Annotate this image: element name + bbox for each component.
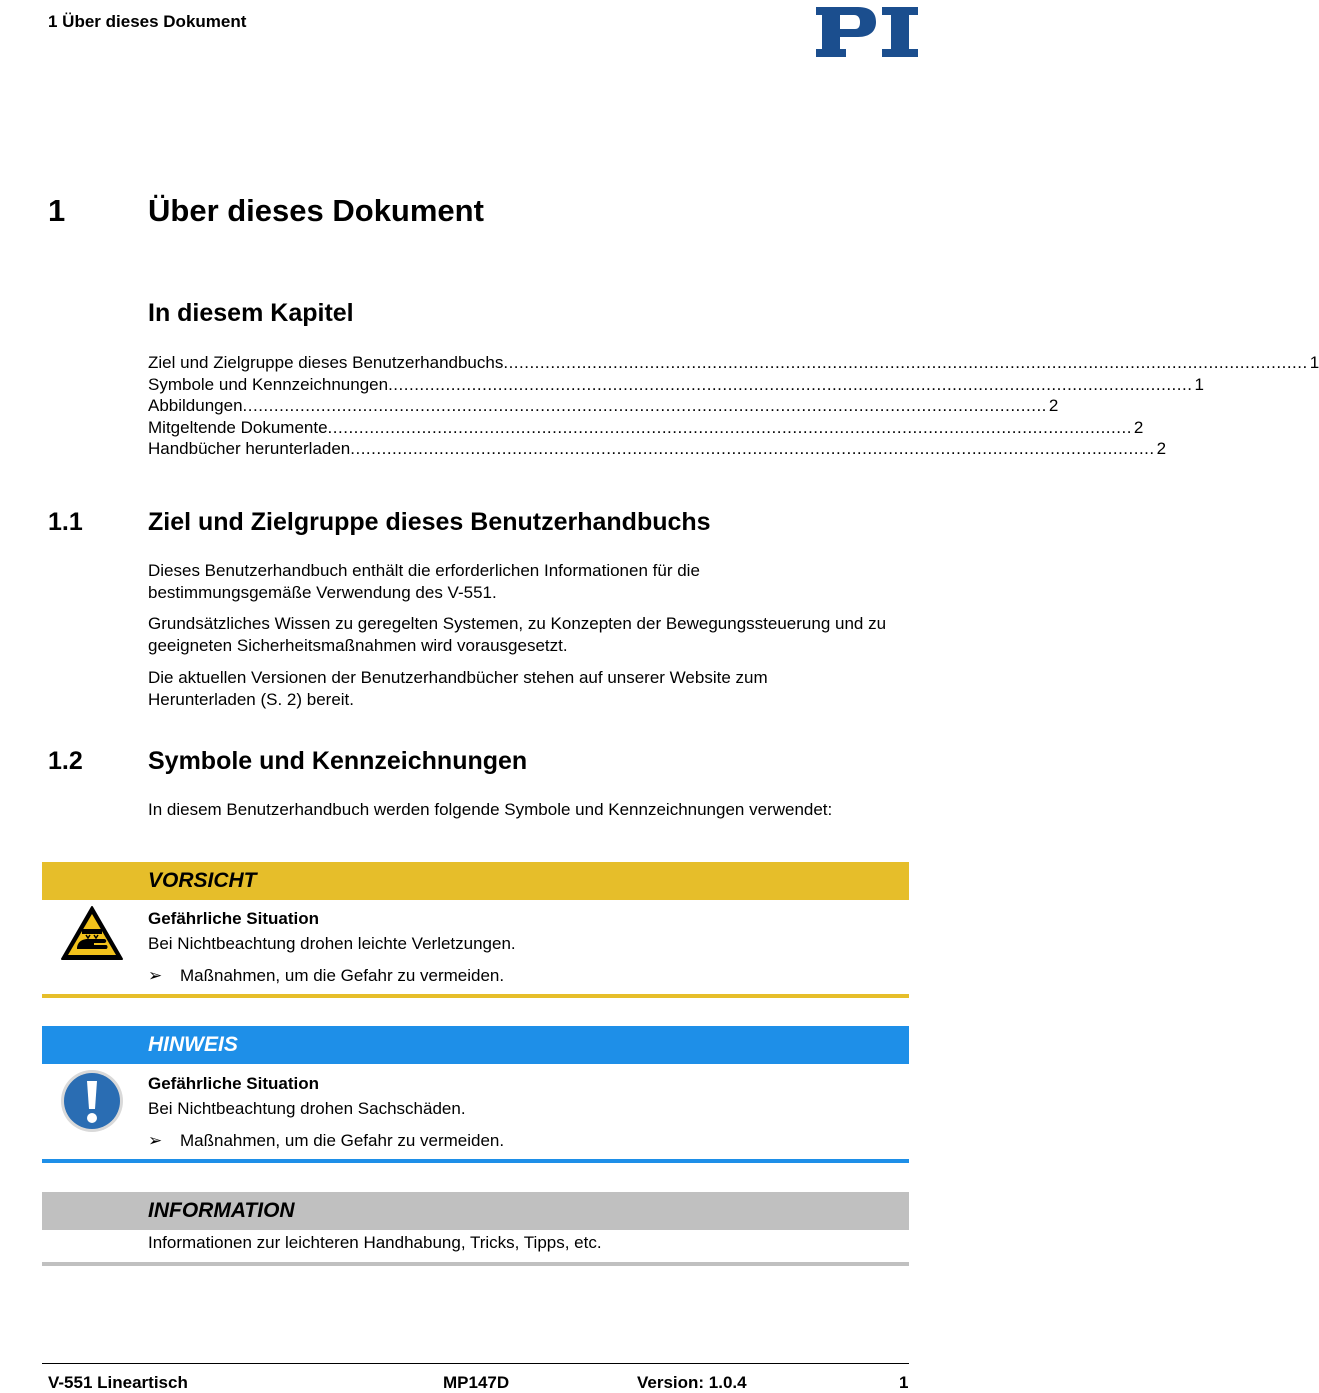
paragraph-line: Grundsätzliches Wissen zu geregelten Systemen, zu Konzepten der Bewegungssteuerung und zu bbox=[148, 614, 887, 633]
chapter-heading bbox=[48, 193, 748, 233]
information-label: INFORMATION bbox=[148, 1199, 295, 1222]
paragraph-line: geeigneten Sicherheitsmaßnahmen wird vorausgesetzt. bbox=[148, 636, 568, 655]
toc-entry-page: 1 bbox=[1309, 353, 1319, 372]
paragraph-line: bestimmungsgemäße Verwendung des V-551. bbox=[148, 583, 497, 602]
section-number: 1.1 bbox=[48, 508, 83, 536]
caution-measure bbox=[148, 966, 504, 986]
paragraph bbox=[148, 560, 918, 604]
footer-product: V-551 Lineartisch bbox=[48, 1373, 188, 1392]
paragraph bbox=[148, 667, 918, 711]
paragraph-line: Dieses Benutzerhandbuch enthält die erforderlichen Informationen für die bbox=[148, 561, 700, 580]
footer-rule bbox=[42, 1363, 909, 1364]
footer-doc-number: MP147D bbox=[443, 1373, 510, 1392]
toc-entry-page: 2 bbox=[1133, 417, 1144, 437]
toc-entry[interactable] bbox=[148, 438, 1167, 460]
caution-bottom-rule bbox=[42, 994, 909, 998]
caution-header-bar bbox=[42, 862, 909, 900]
section-number: 1.2 bbox=[48, 747, 83, 775]
toc-entry[interactable] bbox=[148, 417, 1144, 439]
running-header: 1 Über dieses Dokument bbox=[48, 12, 247, 31]
toc-entry-title: Handbücher herunterladen bbox=[148, 439, 351, 459]
paragraph-line[interactable]: Herunterladen (S. 2) bereit. bbox=[148, 690, 354, 709]
notice-label: HINWEIS bbox=[148, 1033, 238, 1056]
chapter-number: 1 bbox=[48, 193, 66, 228]
toc-entry[interactable] bbox=[148, 395, 1059, 417]
notice-header-bar bbox=[42, 1026, 909, 1064]
toc-entry-title: Abbildungen bbox=[148, 396, 243, 416]
section-heading bbox=[48, 747, 848, 779]
notice-consequence: Bei Nichtbeachtung drohen Sachschäden. bbox=[148, 1099, 466, 1118]
paragraph bbox=[148, 613, 918, 657]
paragraph-line: Die aktuellen Versionen der Benutzerhandbücher stehen auf unserer Website zum bbox=[148, 668, 768, 687]
section-title: Ziel und Zielgruppe dieses Benutzerhandbuchs bbox=[148, 508, 711, 536]
section-heading bbox=[48, 508, 848, 540]
chapter-title: Über dieses Dokument bbox=[148, 193, 484, 228]
toc-entry-title: Symbole und Kennzeichnungen bbox=[148, 374, 389, 394]
notice-situation: Gefährliche Situation bbox=[148, 1074, 319, 1093]
toc-entry[interactable] bbox=[148, 352, 1319, 374]
caution-label: VORSICHT bbox=[148, 869, 257, 892]
toc-entry-page: 2 bbox=[1048, 396, 1059, 416]
caution-measure-text: Maßnahmen, um die Gefahr zu vermeiden. bbox=[180, 966, 505, 985]
toc-leader: .......................................................................................................................................................... bbox=[242, 396, 1047, 416]
information-header-bar bbox=[42, 1192, 909, 1230]
section-title: Symbole und Kennzeichnungen bbox=[148, 747, 528, 775]
toc-entry-title: Mitgeltende Dokumente bbox=[148, 417, 328, 437]
toc-leader: .......................................................................................................................................................... bbox=[327, 417, 1132, 437]
notice-measure bbox=[148, 1131, 504, 1151]
exclamation-circle-icon bbox=[60, 1069, 124, 1133]
toc-leader: .......................................................................................................................................................... bbox=[388, 374, 1193, 394]
caution-consequence: Bei Nichtbeachtung drohen leichte Verletzungen. bbox=[148, 934, 516, 953]
pi-logo bbox=[814, 7, 922, 57]
toc-leader: .......................................................................................................................................................... bbox=[350, 439, 1155, 459]
toc-entry[interactable] bbox=[148, 374, 1204, 396]
notice-bottom-rule bbox=[42, 1159, 909, 1163]
arrow-bullet-icon: ➢ bbox=[148, 966, 163, 985]
toc-entry-title: Ziel und Zielgruppe dieses Benutzerhandbuchs bbox=[148, 353, 504, 372]
notice-measure-text: Maßnahmen, um die Gefahr zu vermeiden. bbox=[180, 1131, 505, 1150]
information-text: Informationen zur leichteren Handhabung, Tricks, Tipps, etc. bbox=[148, 1233, 602, 1252]
caution-situation: Gefährliche Situation bbox=[148, 909, 319, 928]
arrow-bullet-icon: ➢ bbox=[148, 1131, 163, 1150]
chapter-toc bbox=[148, 352, 1319, 460]
toc-entry-page: 1 bbox=[1194, 374, 1204, 394]
in-this-chapter-heading: In diesem Kapitel bbox=[148, 299, 354, 327]
toc-entry-page: 2 bbox=[1156, 439, 1167, 459]
toc-leader: .......................................................................................................................................................... bbox=[503, 353, 1308, 372]
footer-version: Version: 1.0.4 bbox=[637, 1373, 747, 1392]
footer-page-number: 1 bbox=[899, 1373, 909, 1392]
section-intro: In diesem Benutzerhandbuch werden folgende Symbole und Kennzeichnungen verwendet: bbox=[148, 800, 833, 819]
information-bottom-rule bbox=[42, 1262, 909, 1266]
hand-crush-warning-icon bbox=[60, 905, 124, 961]
